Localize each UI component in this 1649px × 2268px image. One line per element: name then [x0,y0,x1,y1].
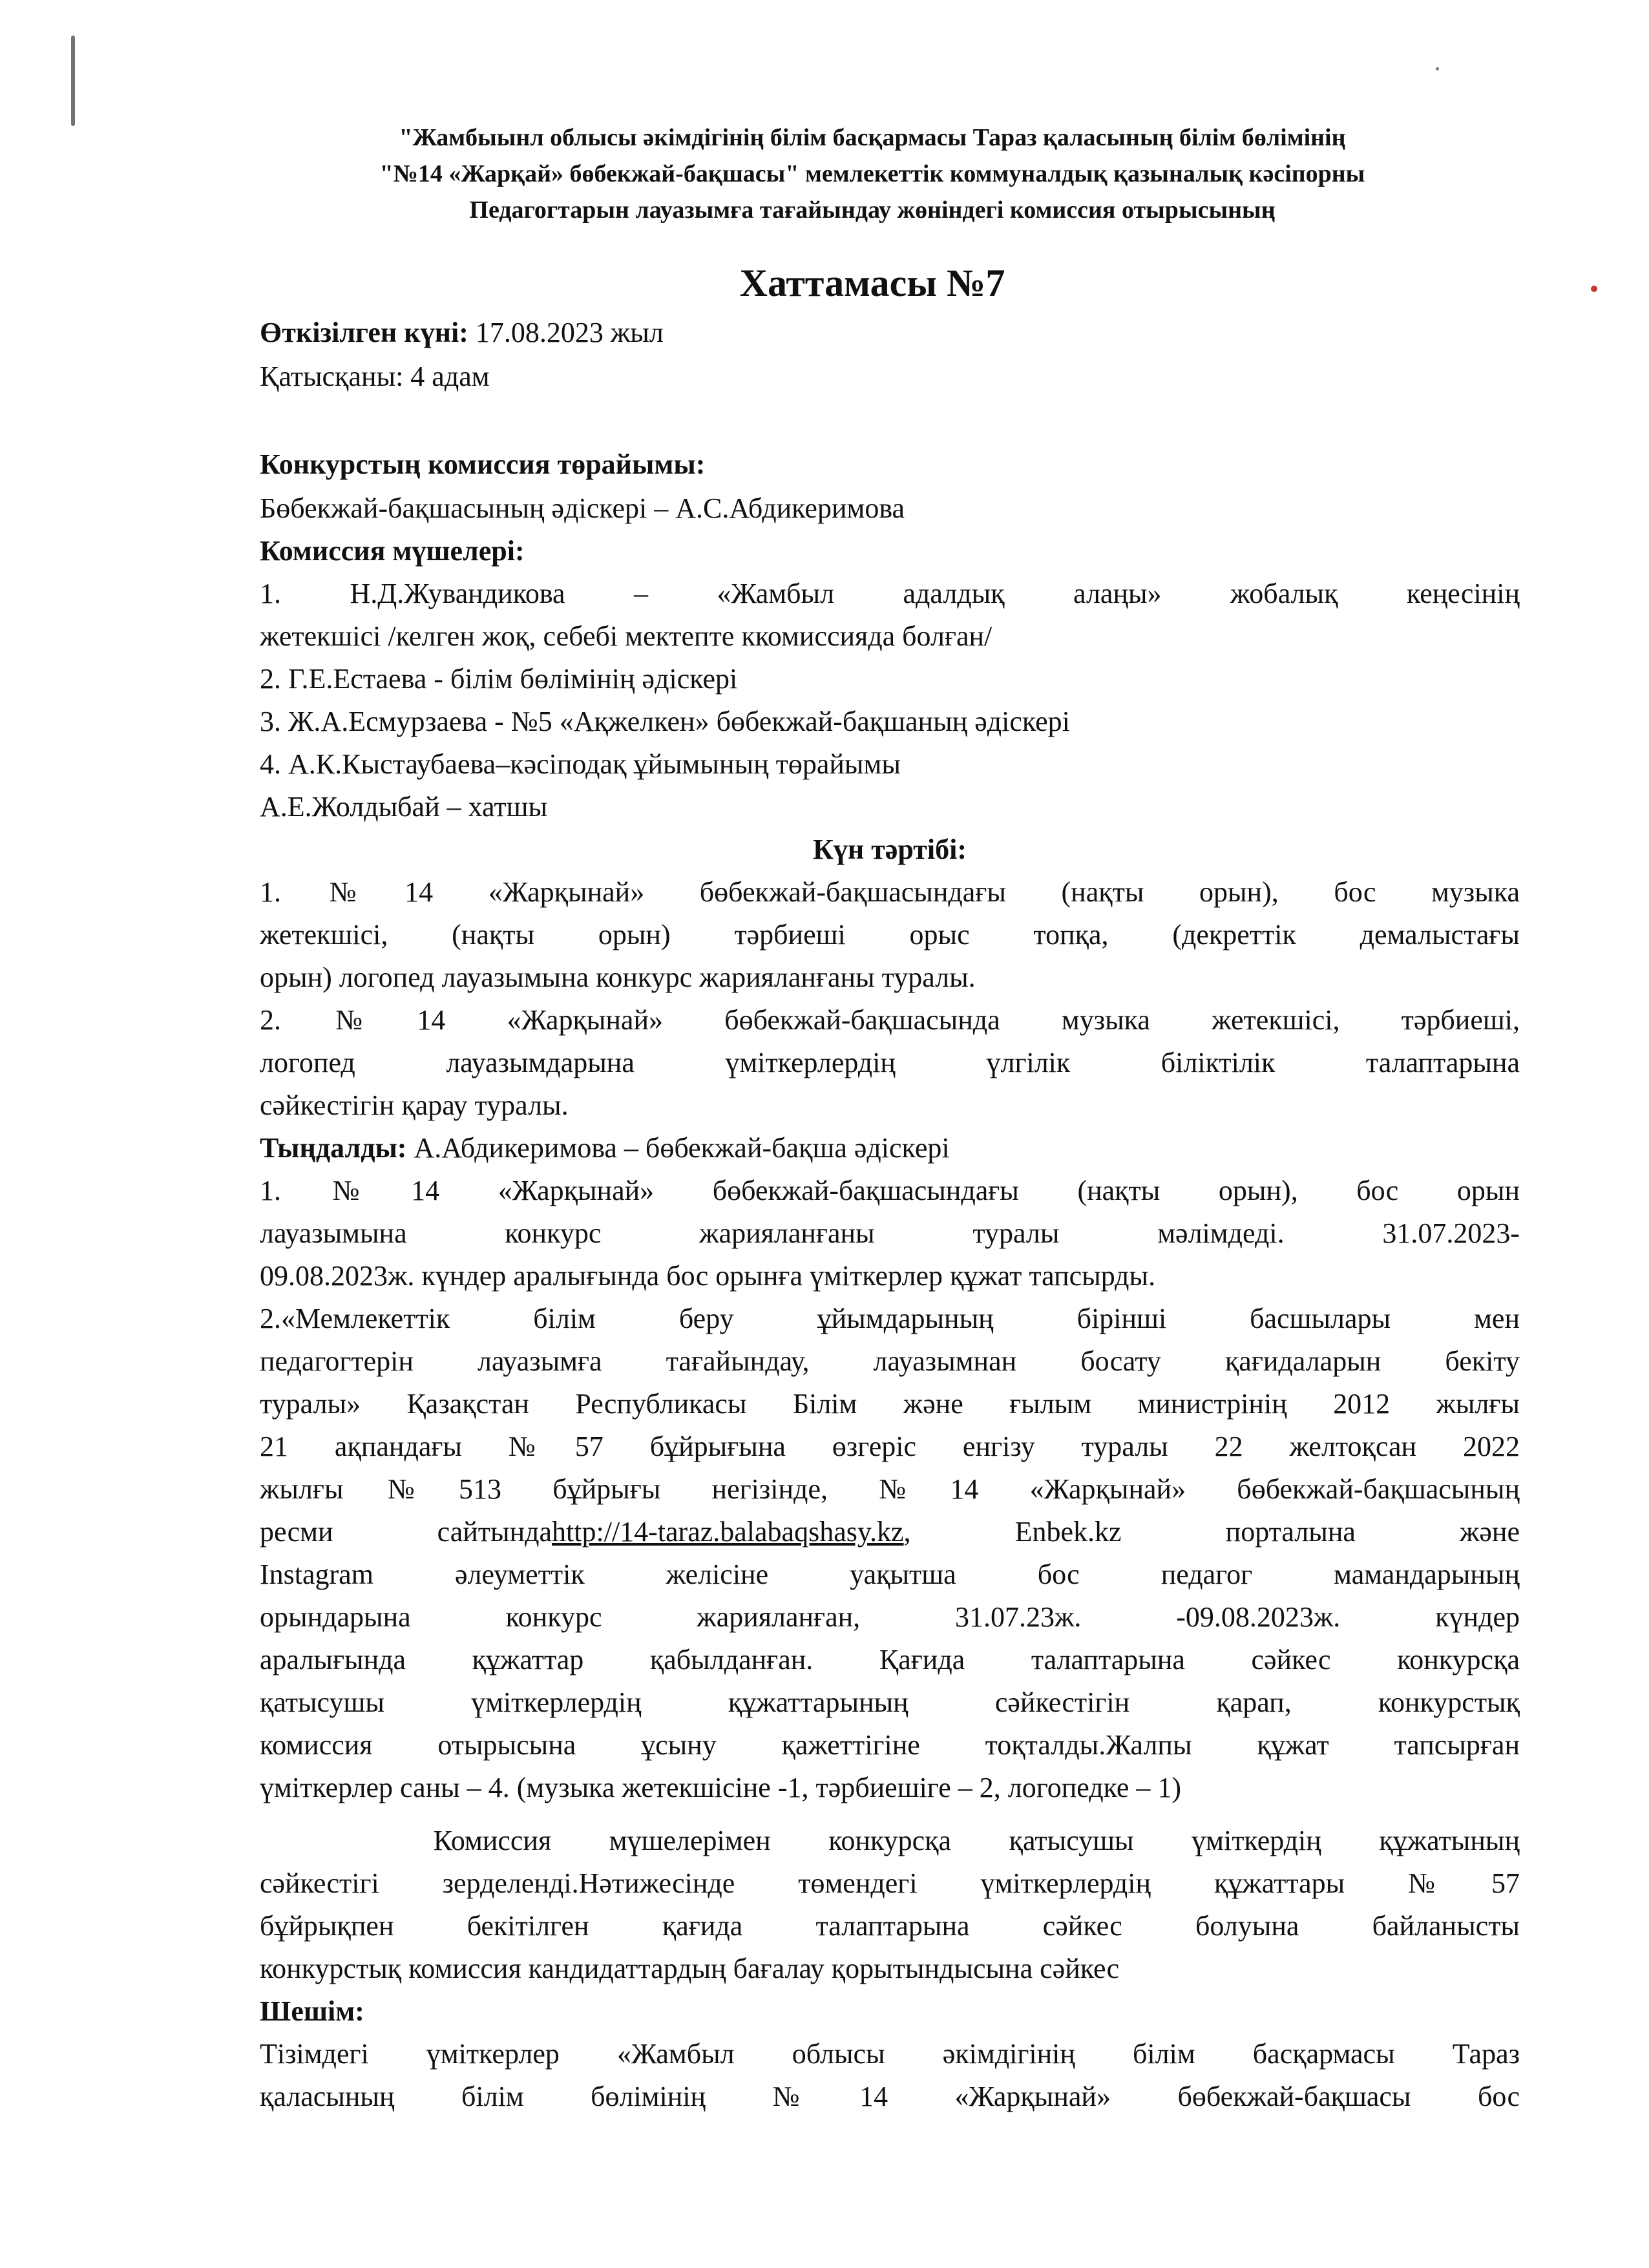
chair-value: Бөбекжай-бақшасының әдіскері – А.С.Абдикеримова [260,492,905,524]
heard-value: А.Абдикеримова – бөбекжай-бақша әдіскері [406,1132,950,1164]
member-line-3: 2. Г.Е.Естаева - білім бөлімінің әдіскері [260,663,738,695]
binder-mark [71,36,75,126]
date-label: Өткізілген күні: [260,317,468,348]
agenda-line-5: логопед лауазымдарына үміткерлердің үлгілік біліктілік талаптарына [260,1047,1520,1078]
member-line-4: 3. Ж.А.Есмурзаева - №5 «Ақжелкен» бөбекжай-бақшаның әдіскері [260,706,1070,737]
heard-p2-line-7: Instagram әлеуметтік желісіне уақытша бос педагог мамандарының [260,1559,1520,1590]
heard-p3-line-1: Комиссия мүшелерімен конкурсқа қатысушы үміткердің құжатының [260,1825,1520,1856]
heard-p1-line-3: 09.08.2023ж. күндер аралығында бос орынға үміткерлер құжат тапсырды. [260,1260,1156,1292]
heard-p1-line-2: лауазымына конкурс жарияланғаны туралы мәлімдеді. 31.07.2023- [260,1217,1520,1249]
red-ink-dot [1591,286,1597,292]
header-line-1: "Жамбыынл облысы әкімдігінің білім басқармасы Тараз қаласының білім бөлімінің [399,124,1346,151]
heard-p2-line-11: комиссия отырысына ұсыну қажеттігіне тоқталды.Жалпы құжат тапсырған [260,1729,1520,1761]
header-line-3: Педагогтарын лауазымға тағайындау жөніндегі комиссия отырысының [469,196,1276,224]
heard-p2-line-5: жылғы№513 бұйрығы негізінде, №14 «Жарқынай» бөбекжай-бақшасының [260,1473,1520,1505]
agenda-line-4: 2.№14 «Жарқынай» бөбекжай-бақшасында музыка жетекшісі, тәрбиеші, [260,1004,1520,1036]
agenda-line-3: орын) логопед лауазымына конкурс жарияланғаны туралы. [260,961,976,993]
heard-p1-line-1: 1.№14 «Жарқынай» бөбекжай-бақшасындағы (нақты орын), бос орын [260,1175,1520,1206]
heard-p2-line-10: қатысушы үміткерлердің құжаттарының сәйкестігін қарап, конкурстық [260,1686,1520,1718]
date-value: 17.08.2023 жыл [468,317,664,348]
heard-p2-line-6-start: ресми сайтында [260,1516,552,1548]
heard-p2-line-8: орындарына конкурс жарияланған, 31.07.23ж. -09.08.2023ж. күндер [260,1601,1520,1633]
attended-line: Қатысқаны: 4 адам [260,361,490,392]
heard-p2-line-1: 2.«Мемлекеттік білім беру ұйымдарының бірінші басшылары мен [260,1303,1520,1334]
secretary-line: А.Е.Жолдыбай – хатшы [260,791,548,823]
date-line [260,313,664,353]
heard-p2-line-6 [260,1512,1520,1552]
scan-speck [1436,67,1439,70]
decision-line-2: қаласының білім бөлімінің №14 «Жарқынай» бөбекжай-бақшасы бос [260,2081,1520,2112]
heard-p2-line-2: педагогтерін лауазымға тағайындау, лауазымнан босату қағидаларын бекіту [260,1345,1520,1377]
agenda-line-1: 1.№14 «Жарқынай» бөбекжай-бақшасындағы (нақты орын), бос музыка [260,876,1520,908]
document-title: Хаттамасы №7 [739,262,1005,304]
member-line-1: 1. Н.Д.Жувандикова – «Жамбыл адалдық алаңы» жобалық кеңесінің [260,578,1520,609]
agenda-line-6: сәйкестігін қарау туралы. [260,1089,569,1121]
heard-p2-line-6-end: , Enbek.kz порталына және [903,1516,1520,1548]
heard-p2-line-4: 21 ақпандағы №57 бұйрығына өзгеріс енгізу туралы 22 желтоқсан 2022 [260,1431,1520,1462]
chair-label: Конкурстың комиссия төрайымы: [260,448,706,480]
heard-p3-line-2: сәйкестігі зерделенді.Нәтижесінде төмендегі үміткерлердің құжаттары №57 [260,1867,1520,1899]
heard-line [260,1128,950,1168]
heard-p2-line-3: туралы» Қазақстан Республикасы Білім және ғылым министрінің 2012 жылғы [260,1388,1520,1420]
member-line-2: жетекшісі /келген жоқ, себебі мектепте ккомиссияда болған/ [260,620,993,652]
heard-p2-line-12: үміткерлер саны – 4. (музыка жетекшісіне -1, тәрбиешіге – 2, логопедке – 1) [260,1772,1182,1803]
header-line-2: "№14 «Жарқай» бөбекжай-бақшасы" мемлекеттік коммуналдық қазыналық кәсіпорны [379,160,1365,187]
heard-p3-line-3: бұйрықпен бекітілген қағида талаптарына сәйкес болуына байланысты [260,1910,1520,1942]
member-line-5: 4. А.К.Кыстаубаева–кәсіподақ ұйымының төрайымы [260,748,901,780]
decision-line-1: Тізімдегі үміткерлер «Жамбыл облысы әкімдігінің білім басқармасы Тараз [260,2038,1520,2070]
members-label: Комиссия мүшелері: [260,535,525,567]
agenda-label: Күн тәртібі: [812,834,967,865]
heard-p3-line-4: конкурстық комиссия кандидаттардың бағалау қорытындысына сәйкес [260,1953,1120,1984]
school-website-link[interactable]: http://14-taraz.balabaqshasy.kz [552,1516,904,1548]
decision-label: Шешім: [260,1995,364,2027]
heard-p2-line-9: аралығында құжаттар қабылданған. Қағида талаптарына сәйкес конкурсқа [260,1644,1520,1675]
heard-label: Тыңдалды: [260,1132,407,1164]
agenda-line-2: жетекшісі, (нақты орын) тәрбиеші орыс топқа, (декреттік демалыстағы [260,919,1520,950]
